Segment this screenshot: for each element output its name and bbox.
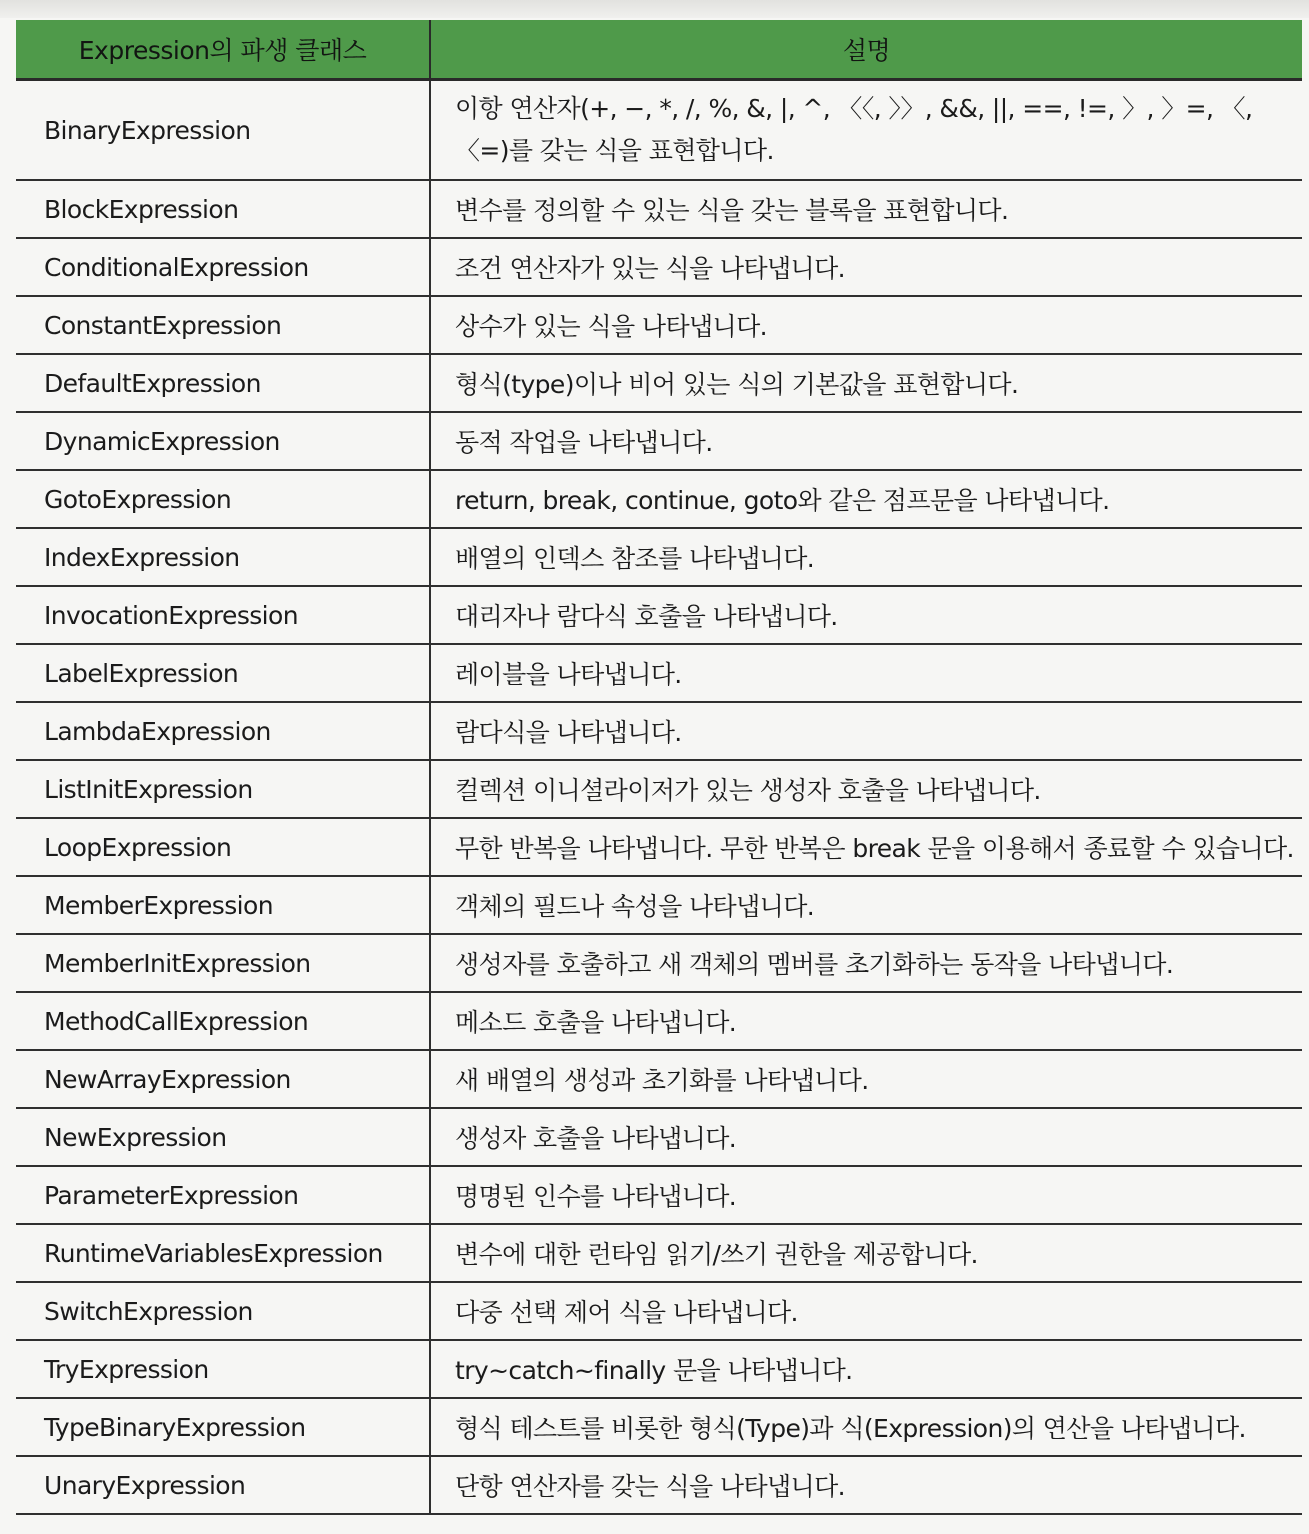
class-name-cell: BinaryExpression bbox=[16, 80, 430, 181]
table-row bbox=[16, 1166, 1302, 1224]
page-top-edge bbox=[0, 0, 1309, 18]
description-cell: 형식 테스트를 비롯한 형식(Type)과 식(Expression)의 연산을 나타냅니다. bbox=[430, 1398, 1302, 1456]
description-cell: 다중 선택 제어 식을 나타냅니다. bbox=[430, 1282, 1302, 1340]
table-row bbox=[16, 1108, 1302, 1166]
table-row bbox=[16, 760, 1302, 818]
table-row bbox=[16, 934, 1302, 992]
class-name-cell: DynamicExpression bbox=[16, 412, 430, 470]
description-cell: 생성자를 호출하고 새 객체의 멤버를 초기화하는 동작을 나타냅니다. bbox=[430, 934, 1302, 992]
table-row bbox=[16, 1224, 1302, 1282]
description-cell: 레이블을 나타냅니다. bbox=[430, 644, 1302, 702]
class-name-cell: MethodCallExpression bbox=[16, 992, 430, 1050]
table-row bbox=[16, 992, 1302, 1050]
class-name-cell: RuntimeVariablesExpression bbox=[16, 1224, 430, 1282]
table-header-row bbox=[16, 20, 1302, 80]
description-cell: 상수가 있는 식을 나타냅니다. bbox=[430, 296, 1302, 354]
table-row bbox=[16, 354, 1302, 412]
class-name-cell: TryExpression bbox=[16, 1340, 430, 1398]
table-row bbox=[16, 702, 1302, 760]
class-name-cell: ParameterExpression bbox=[16, 1166, 430, 1224]
table-row bbox=[16, 1398, 1302, 1456]
table-row bbox=[16, 470, 1302, 528]
table-row bbox=[16, 80, 1302, 181]
class-name-cell: LabelExpression bbox=[16, 644, 430, 702]
class-name-cell: UnaryExpression bbox=[16, 1456, 430, 1514]
table-row bbox=[16, 180, 1302, 238]
table-row bbox=[16, 1282, 1302, 1340]
description-cell: 배열의 인덱스 참조를 나타냅니다. bbox=[430, 528, 1302, 586]
description-cell: 컬렉션 이니셜라이저가 있는 생성자 호출을 나타냅니다. bbox=[430, 760, 1302, 818]
table-row bbox=[16, 412, 1302, 470]
table-row bbox=[16, 876, 1302, 934]
class-name-cell: BlockExpression bbox=[16, 180, 430, 238]
class-name-cell: IndexExpression bbox=[16, 528, 430, 586]
description-cell: try~catch~finally 문을 나타냅니다. bbox=[430, 1340, 1302, 1398]
class-name-cell: TypeBinaryExpression bbox=[16, 1398, 430, 1456]
description-cell: 대리자나 람다식 호출을 나타냅니다. bbox=[430, 586, 1302, 644]
description-cell: 새 배열의 생성과 초기화를 나타냅니다. bbox=[430, 1050, 1302, 1108]
table-row bbox=[16, 1456, 1302, 1514]
description-cell: 변수에 대한 런타임 읽기/쓰기 권한을 제공합니다. bbox=[430, 1224, 1302, 1282]
class-name-cell: ConstantExpression bbox=[16, 296, 430, 354]
class-name-cell: MemberInitExpression bbox=[16, 934, 430, 992]
class-name-cell: ListInitExpression bbox=[16, 760, 430, 818]
expression-class-table bbox=[16, 20, 1302, 1515]
description-cell: 이항 연산자(+, −, *, /, %, &, |, ^, 〈〈, 〉〉, &&, ||, ==, !=, 〉, 〉=, 〈, 〈=)를 갖는 식을 표현합니다. bbox=[430, 80, 1302, 181]
class-name-cell: GotoExpression bbox=[16, 470, 430, 528]
class-name-cell: DefaultExpression bbox=[16, 354, 430, 412]
description-cell: return, break, continue, goto와 같은 점프문을 나타냅니다. bbox=[430, 470, 1302, 528]
description-cell: 명명된 인수를 나타냅니다. bbox=[430, 1166, 1302, 1224]
table-row bbox=[16, 1050, 1302, 1108]
table-body bbox=[16, 80, 1302, 1515]
description-cell: 변수를 정의할 수 있는 식을 갖는 블록을 표현합니다. bbox=[430, 180, 1302, 238]
description-cell: 객체의 필드나 속성을 나타냅니다. bbox=[430, 876, 1302, 934]
table-row bbox=[16, 586, 1302, 644]
description-cell: 메소드 호출을 나타냅니다. bbox=[430, 992, 1302, 1050]
description-cell: 조건 연산자가 있는 식을 나타냅니다. bbox=[430, 238, 1302, 296]
class-name-cell: SwitchExpression bbox=[16, 1282, 430, 1340]
description-cell: 무한 반복을 나타냅니다. 무한 반복은 break 문을 이용해서 종료할 수 있습니다. bbox=[430, 818, 1302, 876]
table-row bbox=[16, 528, 1302, 586]
description-cell: 형식(type)이나 비어 있는 식의 기본값을 표현합니다. bbox=[430, 354, 1302, 412]
description-cell: 동적 작업을 나타냅니다. bbox=[430, 412, 1302, 470]
description-cell: 람다식을 나타냅니다. bbox=[430, 702, 1302, 760]
table-row bbox=[16, 238, 1302, 296]
table-row bbox=[16, 644, 1302, 702]
class-name-cell: NewArrayExpression bbox=[16, 1050, 430, 1108]
description-cell: 단항 연산자를 갖는 식을 나타냅니다. bbox=[430, 1456, 1302, 1514]
table-row bbox=[16, 818, 1302, 876]
class-name-cell: MemberExpression bbox=[16, 876, 430, 934]
table-row bbox=[16, 1340, 1302, 1398]
class-name-cell: ConditionalExpression bbox=[16, 238, 430, 296]
table-row bbox=[16, 296, 1302, 354]
class-name-cell: InvocationExpression bbox=[16, 586, 430, 644]
class-name-cell: NewExpression bbox=[16, 1108, 430, 1166]
class-name-cell: LambdaExpression bbox=[16, 702, 430, 760]
description-cell: 생성자 호출을 나타냅니다. bbox=[430, 1108, 1302, 1166]
header-class: Expression의 파생 클래스 bbox=[16, 20, 430, 80]
class-name-cell: LoopExpression bbox=[16, 818, 430, 876]
header-description: 설명 bbox=[430, 20, 1302, 80]
